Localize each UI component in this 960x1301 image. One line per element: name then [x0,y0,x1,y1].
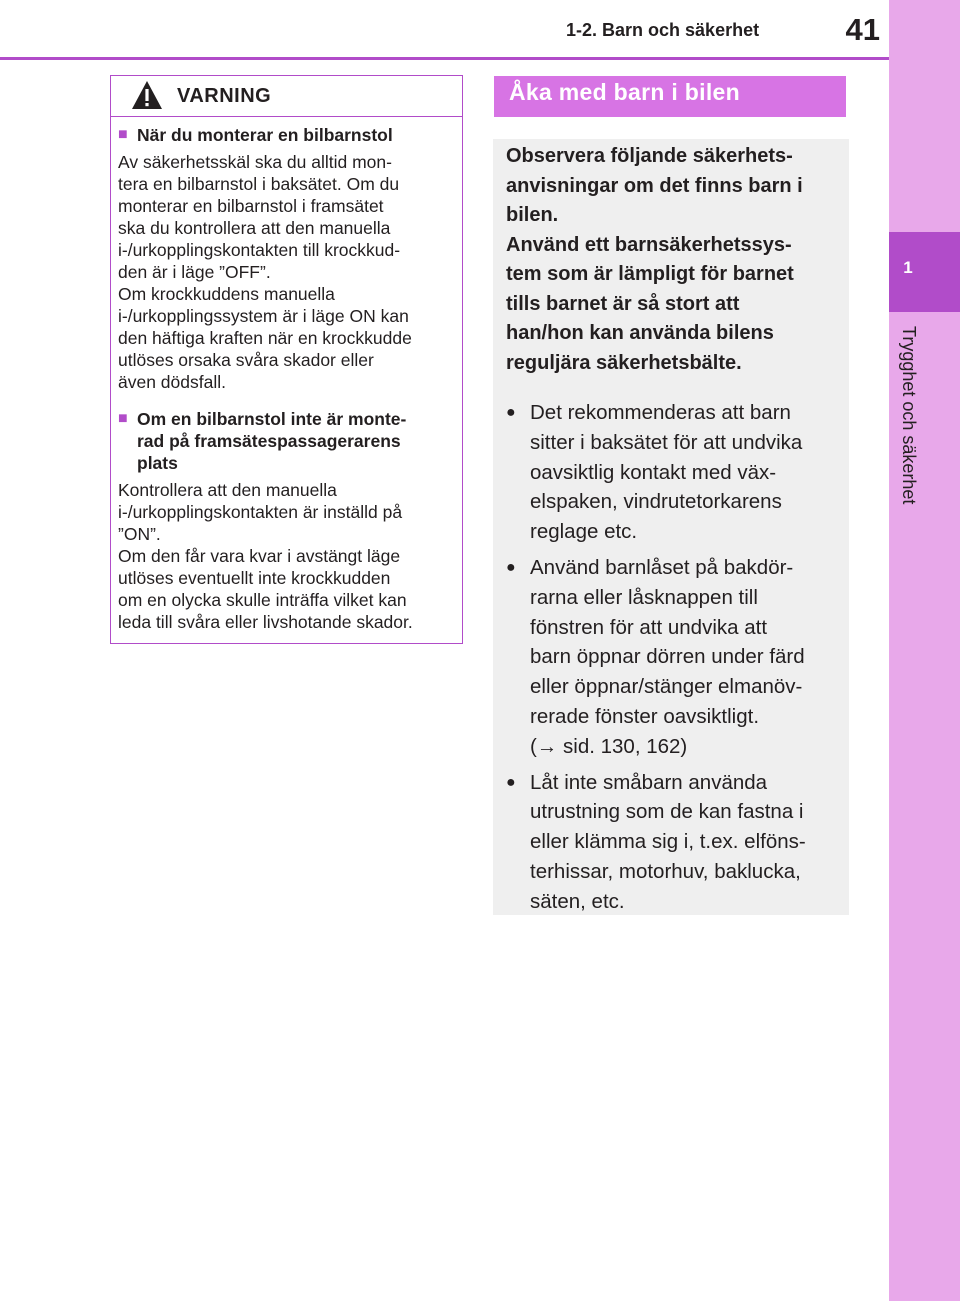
bullet-dot-icon: ● [506,404,516,421]
square-bullet-icon: ■ [118,126,128,143]
list-item-text: Använd barnlåset på bakdör- rarna eller låsknappen till fönstren för att undvika att barn öppnar dörren under färd eller öppnar/stänger elmanöv- rerade fönster oavsiktligt. (→ sid. 130, 162) [530,555,805,758]
list-item [506,768,837,917]
chapter-number: 1 [903,258,913,277]
warning-body [111,117,462,633]
warning-triangle-icon [131,80,163,110]
warning-paragraph: Av säkerhetsskäl ska du alltid mon- tera en bilbarnstol i baksätet. Om du monterar en bilbarnstol i framsätet ska du kontrollera att den manuella i-/urkopplingskontakten till krockkud- den är i läge ”OFF”. Om krockkuddens manuella i-/urkopplingssystem är i läge ON kan den häftiga kraften när en krockkudde utlöses orsaka svåra skador eller även dödsfall. [118,152,412,392]
header-section-title: 1-2. Barn och säkerhet [566,20,760,40]
list-item-text: Det rekommenderas att barn sitter i baksätet för att undvika oavsiktlig kontakt med väx- elspaken, vindrutetorkarens reglage etc. [530,401,803,544]
side-tab-strip [889,0,960,1301]
chapter-title: Trygghet och säkerhet [899,326,919,505]
list-item [506,553,837,762]
warning-label: VARNING [177,85,272,107]
list-item [506,398,837,547]
warning-subheading-text: Om en bilbarnstol inte är monte- rad på framsätespassagerarens plats [137,409,407,473]
section-title: Åka med barn i bilen [494,76,846,117]
square-bullet-icon: ■ [118,410,128,427]
warning-subheading-text: När du monterar en bilbarnstol [137,125,393,145]
bullet-dot-icon: ● [506,558,516,576]
warning-header [111,76,462,117]
warning-paragraph: Kontrollera att den manuella i-/urkopplingskontakten är inställd på ”ON”. Om den får vara kvar i avstängt läge utlöses eventuellt inte krockkudden om en olycka skulle inträffa vilket kan leda till svåra eller livshotande skador. [118,480,413,632]
list-item-text: Låt inte småbarn använda utrustning som de kan fastna i eller klämma sig i, t.ex. elföns- terhissar, motorhuv, baklucka, säten, etc. [530,770,806,913]
intro-text: Observera följande säkerhets- anvisningar om det finns barn i bilen. Använd ett barnsäkerhetssys- tem som är lämpligt för barnet tills barnet är så stort att han/hon kan använda bilens reguljära säkerhetsbälte. [506,145,803,374]
warning-box [110,75,463,644]
info-box [493,139,849,915]
bullet-dot-icon: ● [506,773,516,791]
header-rule [0,57,889,60]
page-number: 41 [845,12,880,47]
warning-subheading [118,124,452,146]
warning-subheading [118,408,452,474]
